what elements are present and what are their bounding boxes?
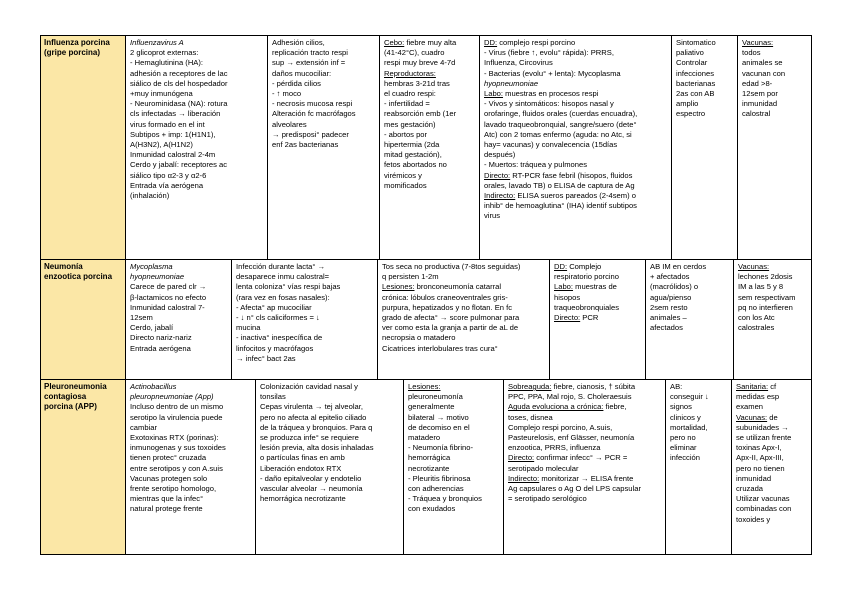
cell-text-line: Inmunidad calostral 7- [130, 302, 205, 312]
cell-text-line: ver como esta la granja a partir de aL de [382, 323, 519, 333]
cell-text-line: - Virus (fiebre ↑, evolu° rápida): PRRS, [484, 48, 614, 58]
cell-text-line: Actinobacillus [130, 382, 177, 391]
cell-text-line: orales, lavado TB) o ELISA de captura de Ag [484, 180, 635, 190]
cell-text-line: traqueobronquiales [554, 302, 620, 312]
cell-text-line: A(H3N2), A(H1N2) [130, 140, 193, 150]
cell-text-line: necrotizante [408, 463, 450, 473]
cell-text-line: lechones 2dosis [738, 272, 793, 282]
prevention-cell [737, 36, 813, 259]
cell-text-line: hemorrágica necrotizante [260, 494, 346, 504]
disease-title-line: contagiosa [44, 392, 87, 401]
cell-text-line: Cerdo y jabalí: receptores ac [130, 160, 228, 170]
cell-text-line: hembras 3-21d tras [384, 78, 450, 88]
cell-text-line: Utilizar vacunas [736, 494, 790, 504]
cell-text-line: de la tráquea y bronquios. Para q [260, 422, 373, 432]
cell-text-line: Aguda evoluciona a crónica: fiebre, [508, 402, 627, 412]
cell-text-line: adhesión a receptores de lac [130, 68, 228, 78]
cell-text-line: - infertilidad = [384, 99, 430, 109]
cell-text-line: toses, disnea [508, 412, 553, 422]
cell-text-line: con adherencias [408, 484, 464, 494]
cell-text-line: virus formado en el int [130, 119, 205, 129]
cell-text-line: cls infectadas → liberación [130, 109, 221, 119]
cell-text-line: Directo: RT-PCR fase febril (hisopos, fluidos [484, 170, 633, 180]
cell-text-line: mientras que la infec° [130, 494, 204, 504]
cell-text-line: mortalidad, [670, 422, 708, 432]
cell-text-line: bacterianas [676, 78, 716, 88]
cell-text-line: - Neumonía fibrino- [408, 443, 473, 453]
cell-text-line: Controlar [676, 58, 708, 68]
cell-text-line: pero no afecta al epitelio ciliado [260, 412, 367, 422]
cell-text-line: Vacunas protegen solo [130, 473, 208, 483]
cell-text-line: 2as con AB [676, 89, 715, 99]
cell-text-line: tonsilas [260, 392, 286, 402]
cell-text-line: serotipado molecular [508, 463, 579, 473]
cell-text-line: signos [670, 402, 692, 412]
table-row-neumonia-enzootica [40, 259, 812, 380]
disease-title-line: porcina (APP) [44, 402, 97, 411]
diagnosis-cell [549, 260, 645, 379]
cell-text-line: Pasteurelosis, enf Glässer, neumonía [508, 433, 635, 443]
cell-text-line: con exudados [408, 504, 456, 514]
cell-text-line: hisopos [554, 292, 581, 302]
clinical-cell [379, 36, 479, 259]
cell-text-line: toxoides y [736, 514, 771, 524]
cell-text-line: Cerdo, jabalí [130, 323, 174, 333]
cell-text-line: mucina [236, 323, 261, 333]
cell-text-line: entre serotipos y con A.suis [130, 463, 223, 473]
cell-text-line: paliativo [676, 48, 704, 58]
cell-text-line: examen [736, 402, 764, 412]
agent-cell [125, 380, 255, 554]
cell-text-line: +muy inmunógena [130, 89, 193, 99]
cell-text-line: + afectados [650, 272, 690, 282]
cell-text-line: se utilizan frente [736, 433, 792, 443]
clinical-cell [403, 380, 503, 554]
cell-text-line: Ag capsulares o Ag O del LPS capsular [508, 484, 641, 494]
cell-text-line: alveolares [272, 119, 307, 129]
cell-text-line: infecciones [676, 68, 714, 78]
cell-text-line: después) [484, 150, 516, 160]
cell-text-line: Vacunas: [738, 262, 770, 271]
cell-text-line: Cicatrices interlobulares tras cura° [382, 343, 498, 353]
disease-title-cell [41, 380, 125, 554]
cell-text-line: clinicos y [670, 412, 701, 422]
cell-text-line: Directo nariz-nariz [130, 333, 192, 343]
cell-text-line: IM a las 5 y 8 [738, 282, 784, 292]
cell-text-line: Colonización cavidad nasal y [260, 382, 358, 391]
cell-text-line: DD: Complejo [554, 262, 602, 271]
cell-text-line: lesión previa, alta dosis inhaladas [260, 443, 374, 453]
cell-text-line: - Neurominidasa (NA): rotura [130, 99, 228, 109]
table-row-influenza [40, 35, 812, 260]
table-row-pleuroneumonia [40, 379, 812, 555]
cell-text-line: virémicos y [384, 170, 422, 180]
cell-text-line: - daño epitalveolar y endotelio [260, 473, 362, 483]
cell-text-line: Tos seca no productiva (7-8tos seguidas) [382, 262, 521, 271]
cell-text-line: fetos abortados no [384, 160, 447, 170]
cell-text-line: pleuroneumonía [408, 392, 463, 402]
cell-text-line: bilateral → motivo [408, 412, 469, 422]
cell-text-line: respi muy breve 4-7d [384, 58, 456, 68]
cell-text-line: hemorrágica [408, 453, 451, 463]
cell-text-line: linfocitos y macrófagos [236, 343, 314, 353]
cell-text-line: Alteración fc macrófagos [272, 109, 356, 119]
cell-text-line: Entrada aerógena [130, 343, 191, 353]
pathogenesis-cell [267, 36, 379, 259]
cell-text-line: hay= vacunas) y convalecencia (15días [484, 140, 618, 150]
cell-text-line: Influenza, Circovirus [484, 58, 553, 68]
cell-text-line: - Hemaglutinina (HA): [130, 58, 204, 68]
cell-text-line: Complejo respi porcino, A.suis, [508, 422, 613, 432]
cell-text-line: reabsorción emb (1er [384, 109, 457, 119]
cell-text-line: el cuadro respi: [384, 89, 436, 99]
cell-text-line: natural protege frente [130, 504, 203, 514]
cell-text-line: = serotipado serológico [508, 494, 587, 504]
cell-text-line: subunidades → [736, 422, 789, 432]
cell-text-line: AB IM en cerdos [650, 262, 707, 271]
cell-text-line: Sintomatico [676, 38, 716, 47]
cell-text-line: afectados [650, 323, 683, 333]
cell-text-line: enf 2as bacterianas [272, 140, 339, 150]
cell-text-line: hyopneumoniae [130, 272, 185, 282]
cell-text-line: Lesiones: [408, 382, 441, 391]
cell-text-line: hipertermia (2da [384, 140, 440, 150]
prevention-cell [731, 380, 813, 554]
cell-text-line: agua/pienso [650, 292, 692, 302]
cell-text-line: Atc) con 2 tomas enfermo (aguda: no Atc, si [484, 129, 632, 139]
disease-title-line: enzootica porcina [44, 272, 113, 281]
cell-text-line: pero no tienen [736, 463, 785, 473]
cell-text-line: Sanitaria: cf [736, 382, 777, 391]
cell-text-line: frente serotipo homologo, [130, 484, 217, 494]
cell-text-line: Entrada vía aerógena [130, 180, 204, 190]
cell-text-line: - Vivos y sintomáticos: hisopos nasal y [484, 99, 614, 109]
cell-text-line: inmunidad [742, 99, 778, 109]
cell-text-line: necropsia o matadero [382, 333, 456, 343]
cell-text-line: 2sem resto [650, 302, 688, 312]
cell-text-line: cruzada [736, 484, 764, 494]
cell-text-line: inhib° de hemoaglutina° (IHA) identif subtipos [484, 201, 637, 211]
cell-text-line: Vacunas: de [736, 412, 778, 422]
treatment-cell [645, 260, 733, 379]
cell-text-line: conseguir ↓ [670, 392, 709, 402]
diagnosis-cell [479, 36, 671, 259]
cell-text-line: todos [742, 48, 761, 58]
cell-text-line: Adhesión cilios, [272, 38, 325, 47]
cell-text-line: replicación tracto respi [272, 48, 348, 58]
cell-text-line: pero no [670, 433, 696, 443]
cell-text-line: Carece de pared clr → [130, 282, 207, 292]
pathogenesis-cell [255, 380, 403, 554]
cell-text-line: enzootica, PRRS, influenza [508, 443, 601, 453]
cell-text-line: respiratorio porcino [554, 272, 619, 282]
cell-text-line: β-lactamicos no efecto [130, 292, 207, 302]
cell-text-line: Labo: muestras en procesos respi [484, 89, 599, 99]
pathogenesis-cell [231, 260, 377, 379]
cell-text-line: 2 glicoprot externas: [130, 48, 199, 58]
cell-text-line: edad >8- [742, 78, 773, 88]
cell-text-line: (inhalación) [130, 191, 170, 201]
cell-text-line: (macrólidos) o [650, 282, 699, 292]
disease-title-line: (gripe porcina) [44, 48, 101, 57]
cell-text-line: - Bacterias (evolu° + lenta): Mycoplasma [484, 68, 621, 78]
cell-text-line: Cebo: fiebre muy alta [384, 38, 457, 47]
cell-text-line: lenta coloniza° vías respi bajas [236, 282, 341, 292]
cell-text-line: siálico tipo α2-3 y α2-6 [130, 170, 207, 180]
cell-text-line: o partículas finas en amb [260, 453, 345, 463]
cell-text-line: pq no interfieren [738, 302, 793, 312]
cell-text-line: cambiar [130, 422, 158, 432]
cell-text-line: - Tráquea y bronquios [408, 494, 482, 504]
disease-title-cell [41, 260, 125, 379]
cell-text-line: Directo: confirmar infecc° → PCR = [508, 453, 628, 463]
disease-title-cell [41, 36, 125, 259]
cell-text-line: Labo: muestras de [554, 282, 617, 292]
cell-text-line: matadero [408, 433, 441, 443]
cell-text-line: - Muertos: tráquea y pulmones [484, 160, 587, 170]
cell-text-line: Apx-II, Apx-III, [736, 453, 784, 463]
cell-text-line: sem respectivam [738, 292, 796, 302]
cell-text-line: (rara vez en fosas nasales): [236, 292, 330, 302]
cell-text-line: Vacunas: [742, 38, 774, 47]
cell-text-line: con los Atc [738, 313, 775, 323]
cell-text-line: animales se [742, 58, 783, 68]
cell-text-line: PPC, PPA, Mal rojo, S. Choleraesuis [508, 392, 632, 402]
cell-text-line: - necrosis mucosa respi [272, 99, 353, 109]
cell-text-line: pleuropneumoniae (App) [130, 392, 214, 402]
cell-text-line: (41-42°C), cuadro [384, 48, 445, 58]
cell-text-line: orofaringe, fluidos orales (cuerdas encuadra), [484, 109, 638, 119]
cell-text-line: - inactiva° inespecífica de [236, 333, 323, 343]
cell-text-line: Cepas virulenta → tej alveolar, [260, 402, 363, 412]
disease-title-line: Neumonía [44, 262, 83, 271]
cell-text-line: Incluso dentro de un mismo [130, 402, 224, 412]
disease-title-line: Influenza porcina [44, 38, 110, 47]
cell-text-line: 12sem por [742, 89, 778, 99]
treatment-cell [665, 380, 731, 554]
cell-text-line: Liberación endotox RTX [260, 463, 342, 473]
cell-text-line: Lesiones: bronconeumonía catarral [382, 282, 502, 292]
cell-text-line: Influenzavirus A [130, 38, 184, 47]
cell-text-line: desaparece inmu calostral= [236, 272, 330, 282]
cell-text-line: calostral [742, 109, 771, 119]
cell-text-line: inmunogenas y sus toxoides [130, 443, 226, 453]
cell-text-line: hyopneumoniae [484, 78, 539, 88]
cell-text-line: Subtipos + imp: 1(H1N1), [130, 129, 216, 139]
cell-text-line: serotipo la virulencia puede [130, 412, 223, 422]
cell-text-line: calostrales [738, 323, 775, 333]
cell-text-line: Mycoplasma [130, 262, 173, 271]
cell-text-line: q persisten 1-2m [382, 272, 439, 282]
cell-text-line: crónica: lóbulos craneoventrales gris- [382, 292, 508, 302]
cell-text-line: daños mucociliar: [272, 68, 332, 78]
cell-text-line: eliminar [670, 443, 697, 453]
cell-text-line: → predisposi° padecer [272, 129, 349, 139]
cell-text-line: se produzca infe° se requiere [260, 433, 359, 443]
cell-text-line: infección [670, 453, 700, 463]
cell-text-line: sup → extensión inf = [272, 58, 346, 68]
cell-text-line: 12sem [130, 313, 153, 323]
cell-text-line: siálico de cls del hospedador [130, 78, 228, 88]
cell-text-line: - pérdida cilios [272, 78, 321, 88]
cell-text-line: combinadas con [736, 504, 792, 514]
cell-text-line: AB: [670, 382, 683, 391]
cell-text-line: Directo: PCR [554, 313, 599, 323]
cell-text-line: lavado traqueobronquial, sangre/suero (dete° [484, 119, 637, 129]
cell-text-line: - Afecta° ap mucociliar [236, 302, 312, 312]
cell-text-line: → infec° bact 2as [236, 353, 296, 363]
cell-text-line: Infección durante lacta° → [236, 262, 326, 271]
cell-text-line: DD: complejo respi porcino [484, 38, 576, 47]
cell-text-line: grado de afecta° → score pulmonar para [382, 313, 520, 323]
cell-text-line: toxinas Apx-I, [736, 443, 782, 453]
cell-text-line: - abortos por [384, 129, 428, 139]
cell-text-line: purpura, hepatizados y no flotan. En fc [382, 302, 513, 312]
agent-cell [125, 260, 231, 379]
cell-text-line: vacunan con [742, 68, 786, 78]
cell-text-line: mes gestación) [384, 119, 436, 129]
cell-text-line: amplio [676, 99, 699, 109]
cell-text-line: de decomiso en el [408, 422, 470, 432]
cell-text-line: generalmente [408, 402, 455, 412]
cell-text-line: - ↑ moco [272, 89, 302, 99]
cell-text-line: mitad gestación), [384, 150, 442, 160]
cell-text-line: momificados [384, 180, 427, 190]
cell-text-line: Sobreaguda: fiebre, cianosis, † súbita [508, 382, 636, 391]
disease-title-line: Pleuroneumonia [44, 382, 107, 391]
disease-table [40, 35, 812, 555]
cell-text-line: animales – [650, 313, 687, 323]
cell-text-line: Indirecto: ELISA sueros pareados (2-4sem) o [484, 191, 636, 201]
agent-cell [125, 36, 267, 259]
cell-text-line: Exotoxinas RTX (porinas): [130, 433, 219, 443]
clinical-cell [377, 260, 549, 379]
cell-text-line: inmunidad [736, 473, 772, 483]
cell-text-line: - ↓ n° cls caliciformes = ↓ [236, 313, 320, 323]
cell-text-line: - Pleuritis fibrinosa [408, 473, 471, 483]
cell-text-line: virus [484, 211, 501, 221]
prevention-cell [733, 260, 813, 379]
cell-text-line: Inmunidad calostral 2-4m [130, 150, 216, 160]
cell-text-line: tienen protec° cruzada [130, 453, 207, 463]
cell-text-line: medidas esp [736, 392, 780, 402]
cell-text-line: vascular alveolar → neumonía [260, 484, 363, 494]
diagnosis-cell [503, 380, 665, 554]
cell-text-line: Indirecto: monitorizar → ELISA frente [508, 473, 634, 483]
cell-text-line: espectro [676, 109, 706, 119]
cell-text-line: Reproductoras: [384, 68, 436, 78]
treatment-cell [671, 36, 737, 259]
